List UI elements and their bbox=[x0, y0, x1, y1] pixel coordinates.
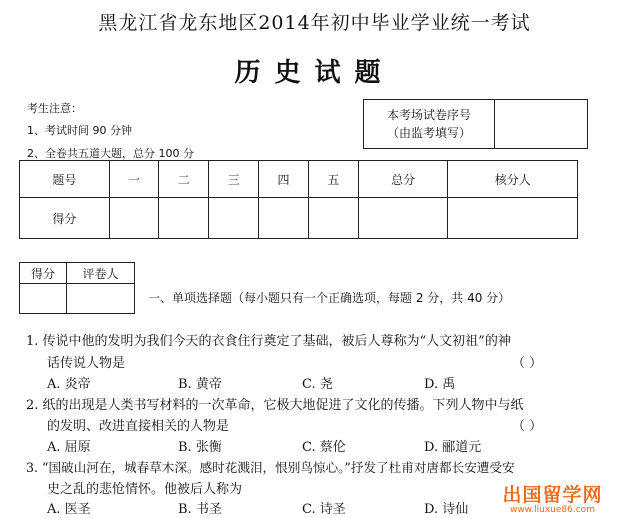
score-header-cell: 总分 bbox=[358, 161, 448, 198]
seat-label-line-1: 本考场试卷序号 bbox=[386, 108, 471, 122]
grader-table bbox=[19, 262, 135, 314]
notice-line-2: 2、全卷共五道大题，总分 100 分 bbox=[27, 147, 194, 160]
notice-line-1: 1、考试时间 90 分钟 bbox=[27, 124, 132, 137]
q2-option-a: A. 屈原 bbox=[47, 440, 91, 455]
q3-option-c: C. 诗圣 bbox=[302, 502, 346, 517]
q1-option-d: D. 禹 bbox=[424, 377, 456, 392]
q1-option-a: A. 炎帝 bbox=[47, 377, 91, 392]
q1-option-c: C. 尧 bbox=[302, 377, 333, 392]
grader-score-cell[interactable] bbox=[20, 284, 67, 314]
grader-header-grader: 评卷人 bbox=[67, 263, 135, 284]
seat-number-box bbox=[363, 99, 588, 149]
score-header-cell: 二 bbox=[159, 161, 209, 198]
q2-option-c: C. 蔡伦 bbox=[302, 440, 346, 455]
q3-option-d: D. 诗仙 bbox=[424, 502, 469, 517]
score-header-cell: 三 bbox=[209, 161, 259, 198]
score-value-row bbox=[20, 198, 578, 239]
score-header-cell: 题号 bbox=[20, 161, 110, 198]
q3-option-a: A. 医圣 bbox=[47, 502, 91, 517]
grader-name-cell[interactable] bbox=[67, 284, 135, 314]
watermark-url: www.liuxue86.com bbox=[510, 505, 595, 515]
score-cell[interactable] bbox=[308, 198, 358, 239]
seat-number-label bbox=[364, 100, 495, 149]
section-heading: 一、单项选择题（每小题只有一个正确选项，每题 2 分，共 40 分） bbox=[148, 291, 511, 305]
score-header-cell: 核分人 bbox=[448, 161, 578, 198]
site-watermark bbox=[480, 480, 625, 515]
question-3-line-2: 史之乱的悲怆情怀。他被后人称为 bbox=[47, 482, 243, 497]
question-3-line-1: 3. “国破山河在，城春草木深。感时花溅泪，恨别鸟惊心。”抒发了杜甫对唐都长安遭受安 bbox=[26, 460, 515, 475]
watermark-text: 出国留学网 bbox=[502, 484, 603, 506]
score-cell[interactable] bbox=[448, 198, 578, 239]
score-header-cell: 四 bbox=[259, 161, 309, 198]
question-2-line-2: 的发明、改进直接相关的人物是 bbox=[47, 419, 230, 434]
exam-title: 黑龙江省龙东地区2014年初中毕业学业统一考试 bbox=[98, 12, 531, 34]
q3-option-b: B. 书圣 bbox=[178, 502, 222, 517]
question-1-line-2: 话传说人物是 bbox=[47, 356, 126, 371]
q2-option-b: B. 张衡 bbox=[178, 440, 222, 455]
score-header-row bbox=[20, 161, 578, 198]
score-header-cell: 五 bbox=[308, 161, 358, 198]
answer-paren-1: （ ） bbox=[512, 356, 543, 371]
score-table bbox=[19, 160, 578, 239]
question-2-line-1: 2. 纸的出现是人类书写材料的一次革命，它极大地促进了文化的传播。下列人物中与纸 bbox=[26, 398, 524, 413]
grader-header-score: 得分 bbox=[20, 263, 67, 284]
score-cell[interactable] bbox=[109, 198, 159, 239]
exam-subtitle: 历史试题 bbox=[234, 58, 395, 88]
score-header-cell: 一 bbox=[109, 161, 159, 198]
seat-number-field[interactable] bbox=[495, 100, 588, 149]
q1-option-b: B. 黄帝 bbox=[178, 377, 222, 392]
q2-option-d: D. 郦道元 bbox=[424, 440, 482, 455]
score-row-label: 得分 bbox=[20, 198, 110, 239]
answer-paren-2: （ ） bbox=[512, 419, 543, 434]
seat-label-line-2: （由监考填写） bbox=[386, 126, 471, 140]
notice-heading: 考生注意： bbox=[27, 102, 82, 115]
question-1-line-1: 1. 传说中他的发明为我们今天的衣食住行奠定了基础，被后人尊称为“人文初祖”的神 bbox=[26, 334, 511, 349]
score-cell[interactable] bbox=[259, 198, 309, 239]
score-cell[interactable] bbox=[209, 198, 259, 239]
score-cell[interactable] bbox=[358, 198, 448, 239]
score-cell[interactable] bbox=[159, 198, 209, 239]
